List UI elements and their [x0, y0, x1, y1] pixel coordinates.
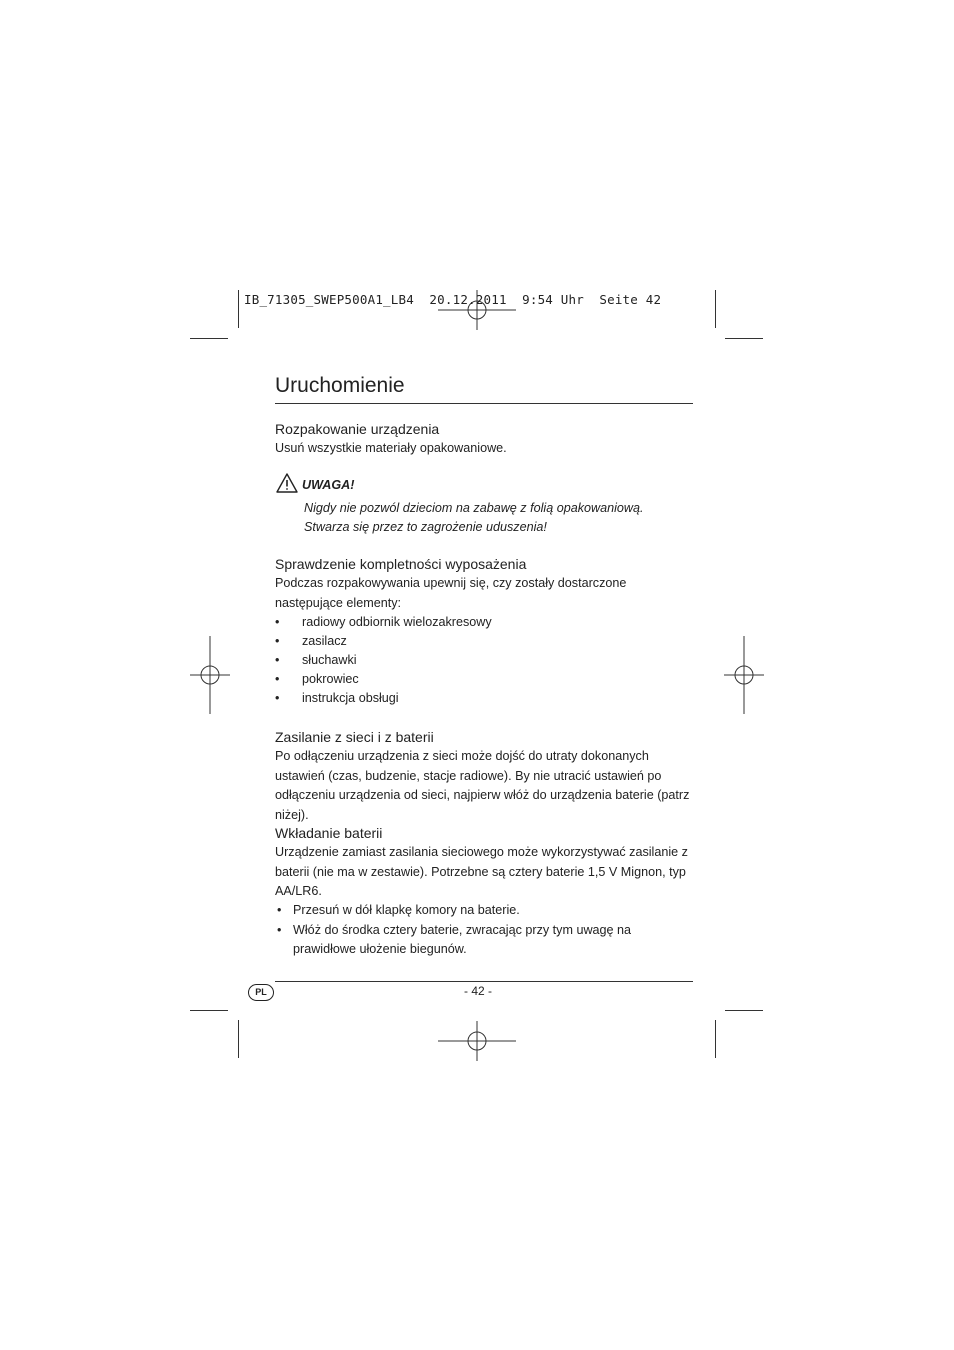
page-number: - 42 - [463, 984, 492, 998]
power-text: Po odłączeniu urządzenia z sieci może dojść do utraty dokonanych ustawień (czas, budzenie, stacje radiowe). By nie utracić ustawień po odłączeniu urządzenia od sieci, najpierw włóż do urządzenia baterie (patrz niżej). [275, 749, 690, 822]
contents-text: Podczas rozpakowywania upewnij się, czy zostały dostarczone następujące elementy: [275, 576, 627, 610]
list-item: • Przesuń w dół klapkę komory na baterie. [277, 903, 520, 917]
registration-mark-icon [190, 636, 230, 714]
section-heading-contents: Sprawdzenie kompletności wyposażenia [275, 556, 527, 572]
section-heading-unpacking: Rozpakowanie urządzenia [275, 421, 440, 437]
crop-mark [715, 290, 716, 328]
batteries-text: Urządzenie zamiast zasilania sieciowego może wykorzystywać zasilanie z baterii (nie ma w zestawie). Potrzebne są cztery baterie 1,5 V Mignon, typ AA/LR6. [275, 845, 688, 898]
crop-mark [238, 1020, 239, 1058]
registration-mark-icon [724, 636, 764, 714]
crop-mark [238, 290, 239, 328]
crop-mark [190, 338, 228, 339]
section-heading-batteries: Wkładanie baterii [275, 825, 383, 841]
list-item: • Włóż do środka cztery baterie, zwracając przy tym uwagę na prawidłowe ułożenie biegunów. [277, 922, 632, 956]
warning-label: UWAGA! [302, 478, 355, 492]
warning-triangle-icon [276, 473, 298, 498]
language-badge: PL [248, 984, 274, 1001]
footer-divider [275, 981, 693, 982]
batteries-steps [275, 901, 695, 960]
crop-mark [190, 1010, 228, 1011]
warning-line: Nigdy nie pozwól dzieciom na zabawę z folią opakowaniową. [304, 501, 644, 515]
warning-line: Stwarza się przez to zagrożenie uduszenia! [304, 520, 547, 534]
print-header: IB_71305_SWEP500A1_LB4 20.12.2011 9:54 Uhr Seite 42 [244, 292, 662, 307]
registration-mark-icon [438, 1021, 516, 1061]
page-title: Uruchomienie [275, 374, 405, 397]
crop-mark [725, 338, 763, 339]
title-divider [275, 403, 693, 404]
crop-mark [725, 1010, 763, 1011]
crop-mark [715, 1020, 716, 1058]
section-heading-power: Zasilanie z sieci i z baterii [275, 729, 434, 745]
unpacking-text: Usuń wszystkie materiały opakowaniowe. [275, 441, 507, 455]
warning-text [304, 499, 704, 537]
